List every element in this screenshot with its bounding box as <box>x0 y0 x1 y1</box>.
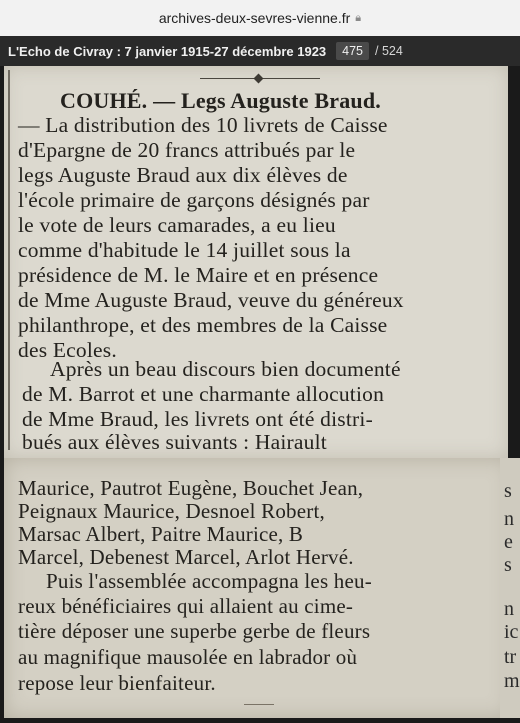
article-line: bués aux élèves suivants : Hairault <box>22 430 327 454</box>
article-line: Peignaux Maurice, Desnoel Robert, <box>18 499 325 523</box>
fragment-text: n <box>504 598 514 620</box>
url-text[interactable]: archives-deux-sevres-vienne.fr <box>158 10 351 26</box>
adjacent-column-fragment <box>500 458 520 718</box>
article-line: de Mme Braud, les livrets ont été distri- <box>22 407 373 431</box>
article-headline: COUHÉ. — Legs Auguste Braud. <box>60 88 381 113</box>
fragment-text: s <box>504 480 512 502</box>
article-line: Marsac Albert, Paitre Maurice, B <box>18 522 304 546</box>
fragment-text: tr <box>504 646 517 668</box>
fragment-text: e <box>504 531 513 553</box>
page-total: / 524 <box>375 44 403 58</box>
fragment-text: s <box>504 554 512 576</box>
column-rule <box>8 70 10 450</box>
lock-icon: 🔒︎ <box>355 11 362 24</box>
article-line: l'école primaire de garçons désignés par <box>18 188 370 212</box>
article-line: d'Epargne de 20 francs attribués par le <box>18 138 356 162</box>
article-line: Marcel, Debenest Marcel, Arlot Hervé. <box>18 545 354 569</box>
fragment-text: m <box>504 670 520 692</box>
article-line: Après un beau discours bien documenté <box>50 357 401 381</box>
article-line: le vote de leurs camarades, a eu lieu <box>18 213 336 237</box>
article-line: legs Auguste Braud aux dix élèves de <box>18 163 348 187</box>
article-line: Puis l'assemblée accompagna les heu- <box>46 569 372 593</box>
article-line: comme d'habitude le 14 juillet sous la <box>18 238 351 262</box>
document-title: L'Echo de Civray : 7 janvier 1915-27 décembre 1923 <box>8 43 327 59</box>
fragment-text: ic <box>504 621 519 643</box>
browser-url-bar[interactable] <box>0 0 520 37</box>
article-line: au magnifique mausolée en labrador où <box>18 645 358 669</box>
article-line: repose leur bienfaiteur. <box>18 671 216 695</box>
article-line: de Mme Auguste Braud, veuve du généreux <box>18 288 404 312</box>
article-line: tière déposer une superbe gerbe de fleurs <box>18 619 371 643</box>
viewer-toolbar <box>0 36 520 66</box>
article-line: — La distribution des 10 livrets de Caisse <box>18 113 388 137</box>
article-line: de M. Barrot et une charmante allocution <box>22 382 385 406</box>
article-line: des Ecoles. <box>18 338 117 362</box>
page-number-input[interactable]: 475 <box>336 42 369 60</box>
article-line: Maurice, Pautrot Eugène, Bouchet Jean, <box>18 476 364 500</box>
end-ornament <box>244 704 274 711</box>
article-line: présidence de M. le Maire et en présence <box>18 263 379 287</box>
article-line: reux bénéficiaires qui allaient au cime- <box>18 594 354 618</box>
fragment-text: n <box>504 508 514 530</box>
article-line: philanthrope, et des membres de la Caisse <box>18 313 388 337</box>
